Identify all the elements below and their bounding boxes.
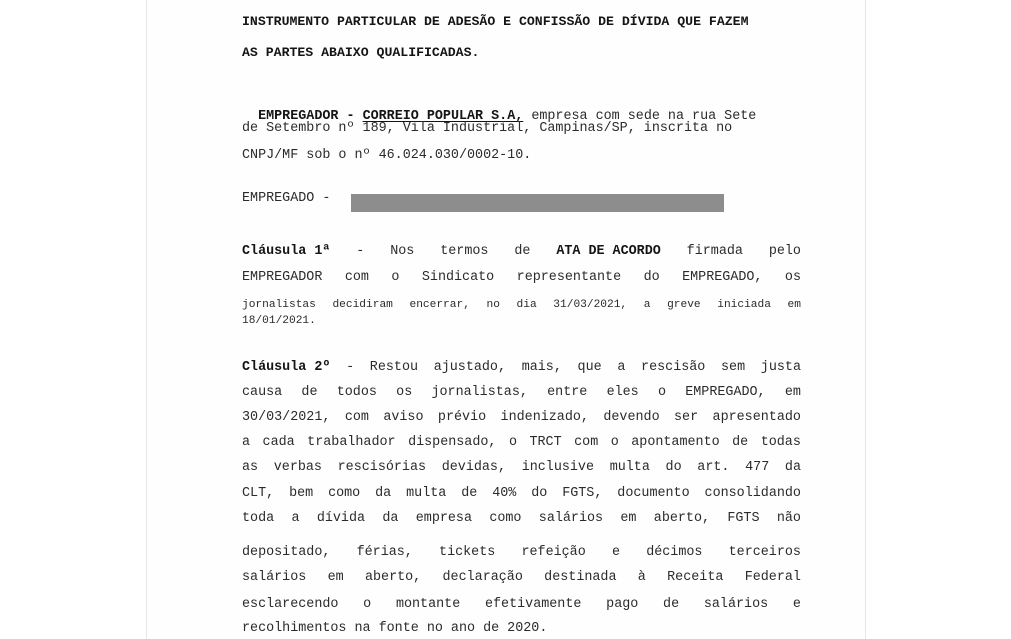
clausula2-line-3 [242, 410, 801, 426]
word: o [391, 270, 400, 285]
word: como [328, 486, 361, 501]
word: 30/03/2021, [242, 410, 331, 425]
empregado-label: EMPREGADO - [242, 191, 331, 206]
empregador-rest: empresa com sede na rua Sete [531, 109, 757, 124]
word: art. [697, 460, 730, 475]
clausula1-line-2 [242, 270, 801, 286]
word: tickets [439, 545, 496, 560]
word: decidiram [332, 299, 393, 311]
word: de [663, 597, 680, 612]
word: a [617, 360, 626, 375]
word: de [301, 385, 318, 400]
word: como [489, 511, 522, 526]
word: FGTS [727, 511, 760, 526]
clausula2-line-9 [242, 570, 801, 586]
word: e [611, 545, 620, 560]
word: a [643, 299, 651, 311]
word: jornalistas, [431, 385, 528, 400]
document-title-line-2: AS PARTES ABAIXO QUALIFICADAS. [242, 45, 480, 60]
word: montante [395, 597, 461, 612]
word: em [787, 299, 801, 311]
word: Federal [744, 570, 801, 585]
empregador-name: CORREIO POPULAR S.A, [362, 109, 524, 124]
word: refeição [521, 545, 586, 560]
word: as [242, 460, 259, 475]
word: EMPREGADO, [682, 270, 763, 285]
word: 477 [745, 460, 770, 475]
word: o [363, 597, 372, 612]
clausula1-line-3 [242, 297, 801, 313]
word: a [242, 435, 251, 450]
word: 40% [492, 486, 517, 501]
word: verbas [273, 460, 322, 475]
word: com [344, 270, 369, 285]
clausula2-line-7 [242, 511, 801, 527]
word: e [792, 597, 801, 612]
word: da [375, 486, 392, 501]
word: devendo [603, 410, 660, 425]
word: depositado, [242, 545, 331, 560]
word: terceiros [728, 545, 801, 560]
word: multa [609, 460, 650, 475]
word: da [382, 511, 399, 526]
word: justa [760, 360, 801, 375]
word: o [610, 435, 619, 450]
word: representante [516, 270, 622, 285]
word: toda [242, 511, 275, 526]
word: os [784, 270, 801, 285]
word: rescisórias [337, 460, 427, 475]
word: que [577, 360, 602, 375]
word: não [776, 511, 801, 526]
word: pago [606, 597, 639, 612]
word: o [508, 435, 517, 450]
word: Receita [667, 570, 724, 585]
word: 31/03/2021, [553, 299, 628, 311]
word: iniciada [717, 299, 771, 311]
word: do [665, 460, 682, 475]
word: prévio [437, 410, 487, 425]
word: jornalistas [242, 299, 316, 311]
word: entre [547, 385, 588, 400]
word: EMPREGADO, [685, 385, 766, 400]
word: no [486, 299, 500, 311]
word: em [327, 570, 344, 585]
clausula2-line-8 [242, 545, 801, 561]
word: devidas, [441, 460, 507, 475]
word: documento [617, 486, 690, 501]
word: apresentado [712, 410, 801, 425]
word: todos [336, 385, 377, 400]
word: do [531, 486, 548, 501]
word: aberto, [364, 570, 422, 585]
word: do [643, 270, 660, 285]
clausula2-line-5 [242, 460, 801, 476]
clausula2-line-11: recolhimentos na fonte no ano de 2020. [242, 621, 548, 636]
word: salários [538, 511, 604, 526]
word: EMPREGADOR [242, 270, 323, 285]
word: sem [721, 360, 746, 375]
word: em [784, 385, 801, 400]
empregador-label: EMPREGADOR - [258, 109, 355, 124]
clausula2-line-10 [242, 597, 801, 613]
word: CLT, [242, 486, 275, 501]
word: Nos [390, 244, 415, 259]
word: Restou [369, 360, 419, 375]
empregador-line-2: de Setembro nº 189, Vila Industrial, Campinas/SP, inscrita no [242, 121, 733, 136]
word: TRCT [529, 435, 562, 450]
word: dia [516, 299, 537, 311]
clausula1-line-4: 18/01/2021. [242, 315, 316, 327]
empregador-line-3: CNPJ/MF sob o nº 46.024.030/0002-10. [242, 148, 532, 163]
word: trabalhador [307, 435, 396, 450]
word: ser [674, 410, 699, 425]
word: encerrar, [409, 299, 470, 311]
word: à [637, 570, 646, 585]
word: causa [242, 385, 283, 400]
word: apontamento [631, 435, 720, 450]
word: da [784, 460, 801, 475]
word: eles [606, 385, 639, 400]
word: todas [760, 435, 801, 450]
word: - [346, 360, 355, 375]
word: Sindicato [421, 270, 495, 285]
word: aviso [383, 410, 424, 425]
redaction-bar [351, 194, 724, 212]
word: décimos [646, 545, 703, 560]
word: multa [406, 486, 447, 501]
word: mais, [521, 360, 562, 375]
word: o [657, 385, 666, 400]
word: pelo [768, 244, 801, 259]
word: termos [440, 244, 489, 259]
clausula1-line-1 [242, 244, 801, 260]
word: greve [667, 299, 701, 311]
word: aberto, [653, 511, 711, 526]
word: salários [703, 597, 769, 612]
word: consolidando [704, 486, 801, 501]
word: efetivamente [484, 597, 582, 612]
word: bem [289, 486, 314, 501]
word: em [620, 511, 637, 526]
document-title-line-1: INSTRUMENTO PARTICULAR DE ADESÃO E CONFISSÃO DE DÍVIDA QUE FAZEM [242, 14, 749, 29]
word: destinada [544, 570, 617, 585]
word: férias, [356, 545, 413, 560]
clausula1-label: Cláusula 1ª [242, 244, 331, 259]
word: dívida [316, 511, 366, 526]
word: dispensado, [408, 435, 497, 450]
word: de [732, 435, 749, 450]
clausula2-line-2 [242, 385, 801, 401]
word: com [344, 410, 369, 425]
word: de [461, 486, 478, 501]
word: os [396, 385, 413, 400]
word: indenizado, [500, 410, 589, 425]
word: a [291, 511, 300, 526]
word: empresa [415, 511, 472, 526]
ata-de-acordo: ATA DE ACORDO [556, 244, 661, 259]
word: de [514, 244, 531, 259]
word: - [356, 244, 365, 259]
word: inclusive [521, 460, 595, 475]
word: ajustado, [433, 360, 507, 375]
word: declaração [442, 570, 523, 585]
word: salários [242, 570, 307, 585]
word: com [574, 435, 599, 450]
clausula2-label: Cláusula 2º [242, 360, 331, 375]
clausula2-line-1 [242, 360, 801, 376]
word: FGTS, [562, 486, 603, 501]
clausula2-line-6 [242, 486, 801, 502]
word: esclarecendo [242, 597, 339, 612]
word: cada [262, 435, 295, 450]
clausula2-line-4 [242, 435, 801, 451]
word: firmada [686, 244, 743, 259]
word: rescisão [641, 360, 706, 375]
